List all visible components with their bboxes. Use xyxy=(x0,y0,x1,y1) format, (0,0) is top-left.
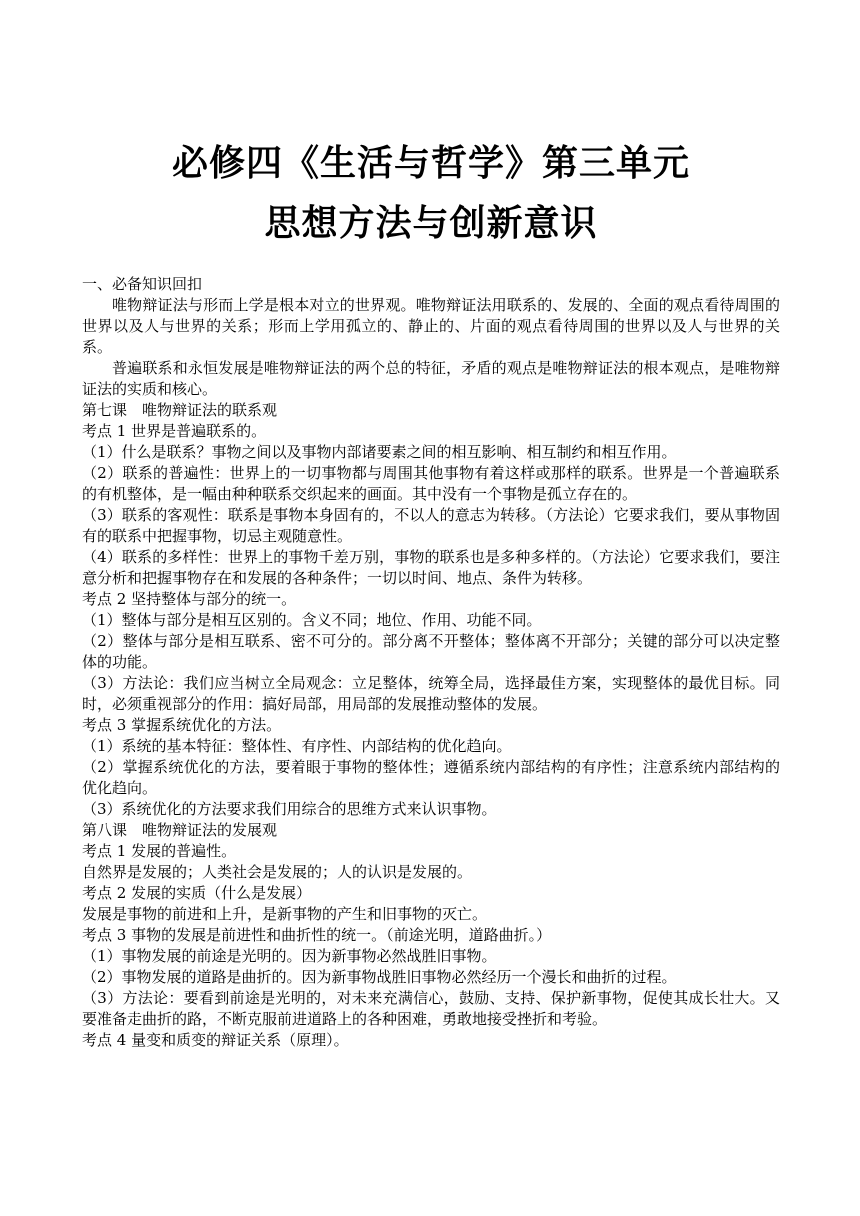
paragraph: （1）什么是联系？事物之间以及事物内部诸要素之间的相互影响、相互制约和相互作用。 xyxy=(82,443,677,461)
paragraph: 考点 4 量变和质变的辩证关系（原理）。 xyxy=(82,1031,349,1049)
paragraph: 第七课 唯物辩证法的联系观 xyxy=(82,401,278,419)
paragraph: （2）掌握系统优化的方法，要着眼于事物的整体性；遵循系统内部结构的有序性；注意系统内部结构的优化趋向。 xyxy=(82,758,780,797)
paragraph: （3）方法论：我们应当树立全局观念：立足整体，统筹全局，选择最佳方案，实现整体的最优目标。同时，必须重视部分的作用：搞好局部，用局部的发展推动整体的发展。 xyxy=(82,674,780,713)
document-title-line1: 必修四《生活与哲学》第三单元 xyxy=(171,143,690,184)
paragraph: 自然界是发展的；人类社会是发展的；人的认识是发展的。 xyxy=(82,863,473,881)
paragraph: 唯物辩证法与形而上学是根本对立的世界观。唯物辩证法用联系的、发展的、全面的观点看待周围的世界以及人与世界的关系；形而上学用孤立的、静止的、片面的观点看待周围的世界以及人与世界的关系。 xyxy=(82,296,780,356)
paragraph: 考点 3 事物的发展是前进性和曲折性的统一。（前途光明，道路曲折。） xyxy=(82,926,552,944)
document-body xyxy=(82,274,780,1051)
paragraph: 普遍联系和永恒发展是唯物辩证法的两个总的特征，矛盾的观点是唯物辩证法的根本观点，是唯物辩证法的实质和核心。 xyxy=(82,359,780,398)
paragraph: （3）方法论：要看到前途是光明的，对未来充满信心，鼓励、支持、保护新事物，促使其成长壮大。又要准备走曲折的路，不断克服前进道路上的各种困难，勇敢地接受挫折和考验。 xyxy=(82,989,780,1028)
paragraph: （1）整体与部分是相互区别的。含义不同；地位、作用、功能不同。 xyxy=(82,611,542,629)
paragraph: 考点 2 坚持整体与部分的统一。 xyxy=(82,590,297,608)
paragraph: （4）联系的多样性：世界上的事物千差万别，事物的联系也是多种多样的。（方法论）它要求我们，要注意分析和把握事物存在和发展的各种条件；一切以时间、地点、条件为转移。 xyxy=(82,548,780,587)
paragraph: 一、必备知识回扣 xyxy=(82,275,203,293)
paragraph: （1）事物发展的前途是光明的。因为新事物必然战胜旧事物。 xyxy=(82,947,497,965)
paragraph: （3）系统优化的方法要求我们用综合的思维方式来认识事物。 xyxy=(82,800,497,818)
paragraph: （2）联系的普遍性：世界上的一切事物都与周围其他事物有着这样或那样的联系。世界是一个普遍联系的有机整体，是一幅由种种联系交织起来的画面。其中没有一个事物是孤立存在的。 xyxy=(82,464,780,503)
paragraph: 发展是事物的前进和上升，是新事物的产生和旧事物的灭亡。 xyxy=(82,905,488,923)
paragraph: 考点 1 世界是普遍联系的。 xyxy=(82,422,267,440)
paragraph: 考点 3 掌握系统优化的方法。 xyxy=(82,716,282,734)
paragraph: 考点 2 发展的实质（什么是发展） xyxy=(82,884,312,902)
paragraph: （1）系统的基本特征：整体性、有序性、内部结构的优化趋向。 xyxy=(82,737,512,755)
paragraph: （2）事物发展的道路是曲折的。因为新事物战胜旧事物必然经历一个漫长和曲折的过程。 xyxy=(82,968,677,986)
paragraph: 第八课 唯物辩证法的发展观 xyxy=(82,821,278,839)
document-title-line2: 思想方法与创新意识 xyxy=(264,203,598,244)
paragraph: （2）整体与部分是相互联系、密不可分的。部分离不开整体；整体离不开部分；关键的部分可以决定整体的功能。 xyxy=(82,632,780,671)
paragraph: 考点 1 发展的普遍性。 xyxy=(82,842,237,860)
paragraph: （3）联系的客观性：联系是事物本身固有的，不以人的意志为转移。（方法论）它要求我们，要从事物固有的联系中把握事物，切忌主观随意性。 xyxy=(82,506,780,545)
